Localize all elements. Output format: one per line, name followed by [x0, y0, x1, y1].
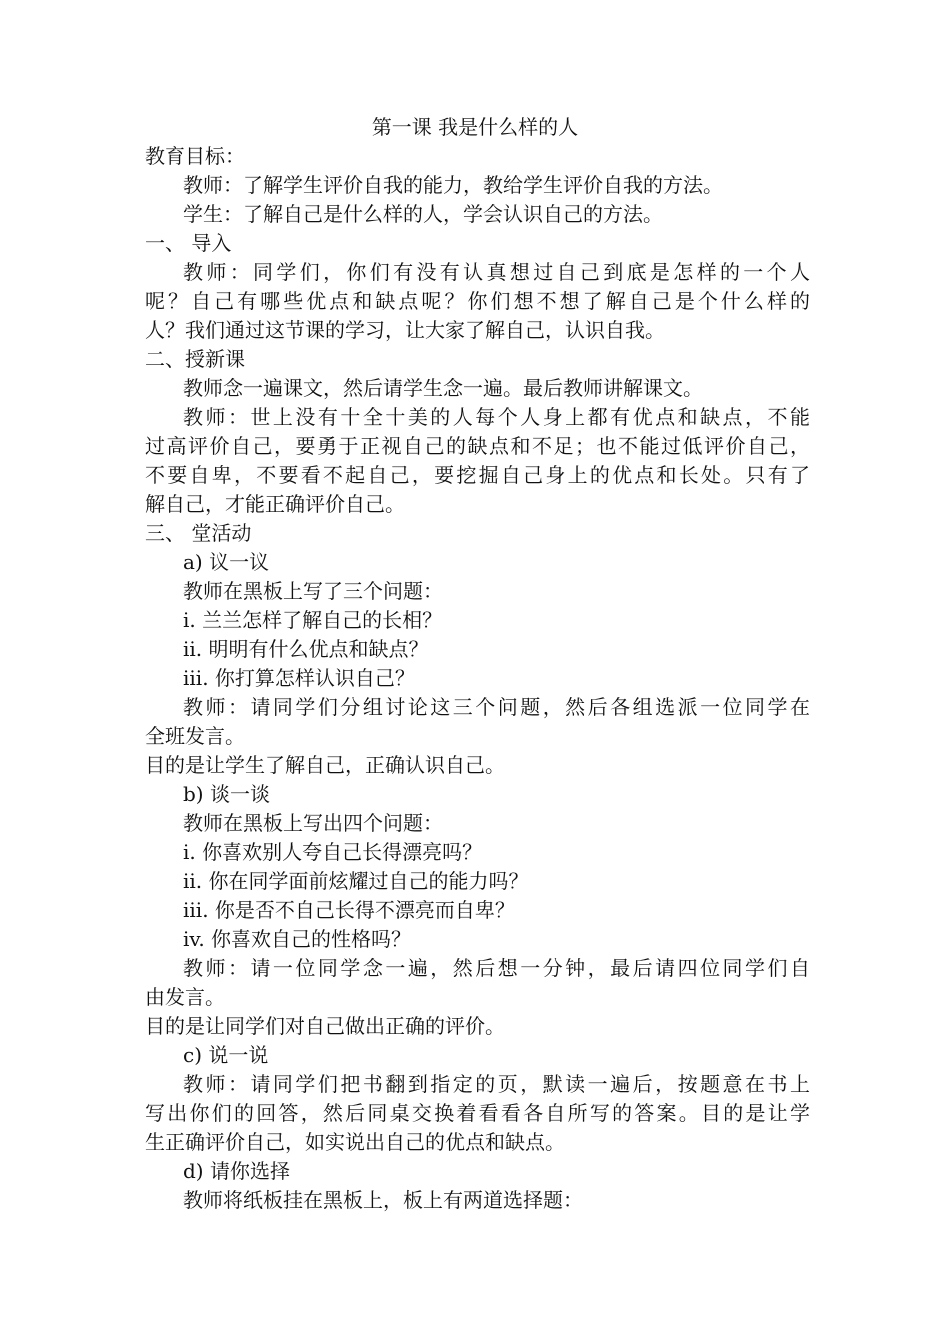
- list-item: iv. 你喜欢自己的性格吗？: [183, 927, 412, 951]
- list-item: ii. 你在同学面前炫耀过自己的能力吗？: [183, 869, 529, 893]
- subheading-choose: d) 请你选择: [183, 1159, 290, 1183]
- section-heading-intro: 一、 导入: [145, 231, 232, 255]
- paragraph-line: 生正确评价自己，如实说出自己的优点和缺点。: [145, 1130, 565, 1154]
- paragraph-line: 教师在黑板上写出四个问题：: [183, 811, 443, 835]
- list-item: i. 兰兰怎样了解自己的长相？: [183, 608, 443, 632]
- paragraph-line: 全班发言。: [145, 724, 245, 748]
- section-heading-objectives: 教育目标：: [145, 144, 245, 168]
- subheading-talk: b) 谈一谈: [183, 782, 270, 806]
- paragraph-line: 教师：了解学生评价自我的能力，教给学生评价自我的方法。: [183, 173, 723, 197]
- paragraph-line: 由发言。: [145, 985, 225, 1009]
- paragraph-line: 目的是让同学们对自己做出正确的评价。: [145, 1014, 505, 1038]
- paragraph-line: 教师：世上没有十全十美的人每个人身上都有优点和缺点，不能: [183, 405, 810, 429]
- section-heading-activity: 三、 堂活动: [145, 521, 252, 545]
- paragraph-line: 教师：请一位同学念一遍，然后想一分钟，最后请四位同学们自: [183, 956, 810, 980]
- list-item: iii. 你打算怎样认识自己？: [183, 666, 415, 690]
- paragraph-line: 教师将纸板挂在黑板上，板上有两道选择题：: [183, 1188, 583, 1212]
- paragraph-line: 不要自卑，不要看不起自己，要挖掘自己身上的优点和长处。只有了: [145, 463, 810, 487]
- paragraph-line: 教师念一遍课文，然后请学生念一遍。最后教师讲解课文。: [183, 376, 703, 400]
- paragraph-line: 教师：请同学们分组讨论这三个问题，然后各组选派一位同学在: [183, 695, 810, 719]
- paragraph-line: 学生：了解自己是什么样的人，学会认识自己的方法。: [183, 202, 663, 226]
- list-item: iii. 你是否不自己长得不漂亮而自卑？: [183, 898, 515, 922]
- paragraph-line: 呢？自己有哪些优点和缺点呢？你们想不想了解自己是个什么样的: [145, 289, 810, 313]
- page-title: 第一课 我是什么样的人: [371, 115, 579, 139]
- paragraph-line: 写出你们的回答，然后同桌交换着看看各自所写的答案。目的是让学: [145, 1101, 810, 1125]
- list-item: ii. 明明有什么优点和缺点？: [183, 637, 429, 661]
- paragraph-line: 目的是让学生了解自己，正确认识自己。: [145, 753, 505, 777]
- paragraph-line: 教师在黑板上写了三个问题：: [183, 579, 443, 603]
- paragraph-line: 教师：请同学们把书翻到指定的页，默读一遍后，按题意在书上: [183, 1072, 810, 1096]
- paragraph-line: 过高评价自己，要勇于正视自己的缺点和不足；也不能过低评价自己，: [145, 434, 810, 458]
- subheading-say: c) 说一说: [183, 1043, 269, 1067]
- subheading-discuss: a) 议一议: [183, 550, 270, 574]
- paragraph-line: 解自己，才能正确评价自己。: [145, 492, 405, 516]
- paragraph-line: 教师：同学们，你们有没有认真想过自己到底是怎样的一个人: [183, 260, 810, 284]
- paragraph-line: 人？我们通过这节课的学习，让大家了解自己，认识自我。: [145, 318, 665, 342]
- section-heading-new-lesson: 二、授新课: [145, 347, 245, 371]
- list-item: i. 你喜欢别人夸自己长得漂亮吗？: [183, 840, 483, 864]
